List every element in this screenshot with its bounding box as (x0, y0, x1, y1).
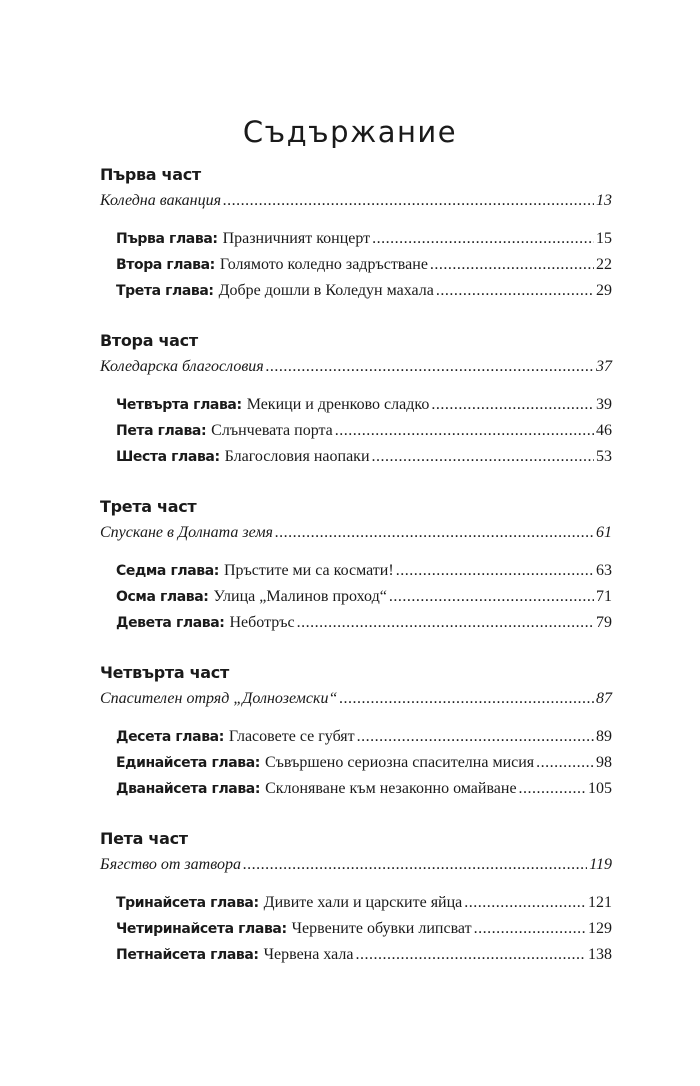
dot-leader (243, 852, 587, 878)
chapter-entry[interactable] (100, 890, 612, 916)
part-subtitle: Спасителен отряд „Долноземски“ (100, 690, 338, 707)
page-title: Съдържание (242, 115, 458, 149)
part-subtitle: Коледарска благословия (100, 358, 264, 375)
page-number: 79 (596, 614, 612, 631)
chapter-title: Благословия наопаки (224, 448, 370, 465)
chapter-label: Седма глава: (116, 563, 219, 579)
toc-part (100, 162, 612, 304)
chapter-entry[interactable] (100, 916, 612, 942)
chapter-title: Улица „Малинов проход“ (213, 588, 387, 605)
part-heading: Трета част (100, 497, 197, 516)
chapter-label: Пета глава: (116, 423, 207, 439)
chapter-label: Първа глава: (116, 231, 218, 247)
chapter-title: Неботръс (229, 614, 295, 631)
chapter-label: Единайсета глава: (116, 755, 260, 771)
toc-part (100, 494, 612, 636)
chapter-title: Празничният концерт (222, 230, 371, 247)
chapter-label: Тринайсета глава: (116, 895, 259, 911)
dot-leader (464, 890, 586, 916)
toc-part (100, 826, 612, 968)
toc-part (100, 660, 612, 802)
chapter-title: Склоняване към незаконно омайване (265, 780, 517, 797)
part-subtitle: Коледна ваканция (100, 192, 222, 209)
part-entry[interactable] (100, 686, 612, 712)
dot-leader (436, 278, 594, 304)
dot-leader (275, 520, 594, 546)
chapter-entry[interactable] (100, 584, 612, 610)
dot-leader (339, 686, 594, 712)
chapter-label: Десета глава: (116, 729, 224, 745)
chapter-title: Съвършено сериозна спасителна мисия (264, 754, 535, 771)
part-subtitle: Спускане в Долната земя (100, 524, 273, 541)
chapter-entry[interactable] (100, 392, 612, 418)
chapter-entry[interactable] (100, 776, 612, 802)
page-number: 138 (588, 946, 612, 963)
chapter-title: Мекици и дренково сладко (246, 396, 430, 413)
dot-leader (519, 776, 586, 802)
chapter-entry[interactable] (100, 252, 612, 278)
chapter-label: Шеста глава: (116, 449, 220, 465)
part-heading: Втора част (100, 331, 198, 350)
table-of-contents (100, 162, 612, 992)
chapter-entry[interactable] (100, 226, 612, 252)
chapter-entry[interactable] (100, 750, 612, 776)
chapter-entry[interactable] (100, 278, 612, 304)
page-number: 119 (589, 856, 612, 873)
dot-leader (372, 444, 594, 470)
page-number: 46 (596, 422, 612, 439)
part-heading: Пета част (100, 829, 188, 848)
dot-leader (357, 724, 594, 750)
page-number: 29 (596, 282, 612, 299)
dot-leader (389, 584, 594, 610)
dot-leader (372, 226, 594, 252)
chapter-entry[interactable] (100, 942, 612, 968)
dot-leader (474, 916, 586, 942)
chapter-title: Дивите хали и царските яйца (263, 894, 463, 911)
dot-leader (297, 610, 594, 636)
chapter-label: Трета глава: (116, 283, 214, 299)
dot-leader (266, 354, 594, 380)
page-number: 39 (596, 396, 612, 413)
chapter-title: Слънчевата порта (211, 422, 333, 439)
page-number: 53 (596, 448, 612, 465)
part-entry[interactable] (100, 188, 612, 214)
page-number: 15 (596, 230, 612, 247)
dot-leader (355, 942, 586, 968)
chapter-title: Пръстите ми са космати! (223, 562, 394, 579)
page-number: 22 (596, 256, 612, 273)
page-number: 105 (588, 780, 612, 797)
dot-leader (430, 252, 594, 278)
chapter-title: Червена хала (263, 946, 354, 963)
chapter-label: Четвърта глава: (116, 397, 242, 413)
chapter-label: Петнайсета глава: (116, 947, 259, 963)
chapter-label: Осма глава: (116, 589, 209, 605)
part-entry[interactable] (100, 852, 612, 878)
page-number: 37 (596, 358, 612, 375)
dot-leader (431, 392, 594, 418)
part-heading: Четвърта част (100, 663, 229, 682)
chapter-entry[interactable] (100, 610, 612, 636)
chapter-title: Добре дошли в Коледун махала (218, 282, 434, 299)
chapter-label: Девета глава: (116, 615, 225, 631)
part-subtitle: Бягство от затвора (100, 856, 241, 873)
chapter-label: Четиринайсета глава: (116, 921, 287, 937)
chapter-entry[interactable] (100, 444, 612, 470)
chapter-title: Гласовете се губят (228, 728, 355, 745)
part-entry[interactable] (100, 520, 612, 546)
page-number: 63 (596, 562, 612, 579)
part-heading: Първа част (100, 165, 201, 184)
page-number: 13 (596, 192, 612, 209)
page-number: 89 (596, 728, 612, 745)
page-number: 71 (596, 588, 612, 605)
chapter-entry[interactable] (100, 418, 612, 444)
chapter-entry[interactable] (100, 724, 612, 750)
page-number: 121 (588, 894, 612, 911)
toc-part (100, 328, 612, 470)
page-number: 129 (588, 920, 612, 937)
chapter-label: Втора глава: (116, 257, 215, 273)
dot-leader (335, 418, 594, 444)
chapter-title: Червените обувки липсват (291, 920, 472, 937)
dot-leader (223, 188, 594, 214)
dot-leader (396, 558, 594, 584)
chapter-label: Дванайсета глава: (116, 781, 261, 797)
page-number: 61 (596, 524, 612, 541)
chapter-entry[interactable] (100, 558, 612, 584)
page-number: 87 (596, 690, 612, 707)
dot-leader (536, 750, 594, 776)
page-number: 98 (596, 754, 612, 771)
chapter-title: Голямото коледно задръстване (219, 256, 428, 273)
part-entry[interactable] (100, 354, 612, 380)
